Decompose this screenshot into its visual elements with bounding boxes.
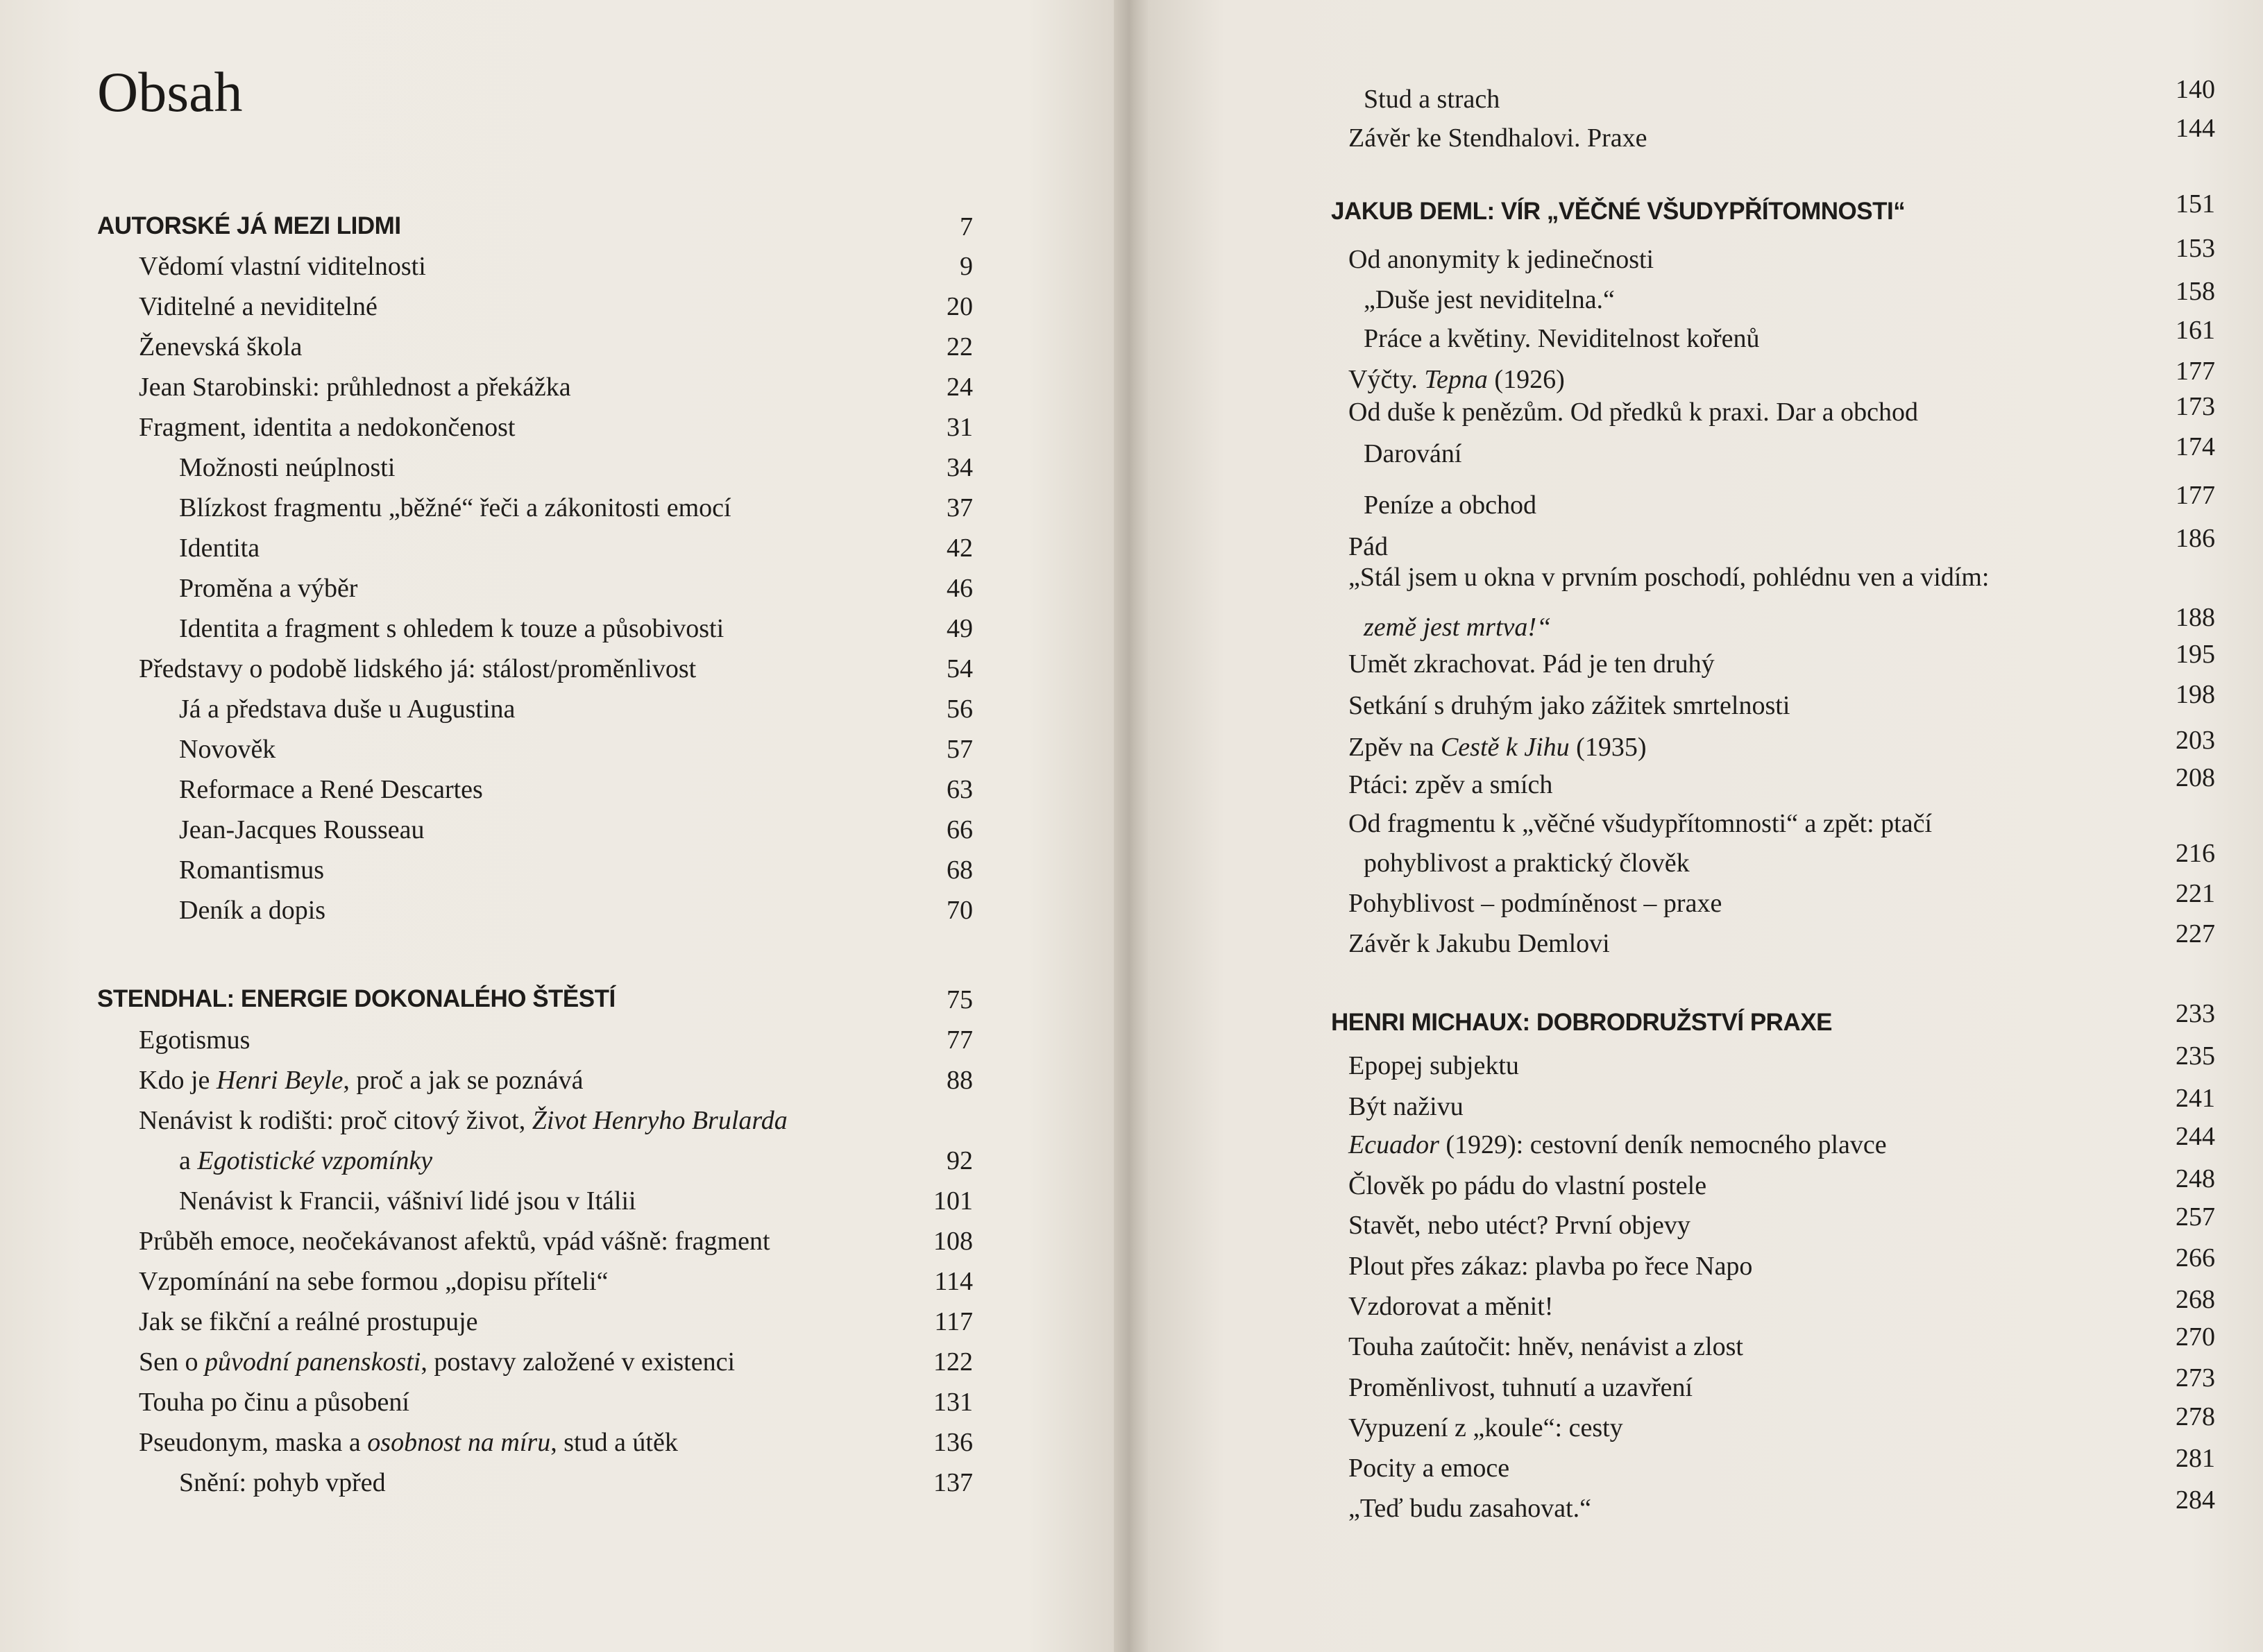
toc-entry xyxy=(1348,930,1610,957)
page-title: Obsah xyxy=(97,60,243,124)
toc-entry-text: Být naživu xyxy=(1348,1092,1464,1121)
toc-entry xyxy=(179,615,724,642)
toc-entry-text: Představy o podobě lidského já: stálost/proměnlivost xyxy=(139,654,697,683)
toc-page-number: 158 xyxy=(2176,277,2215,306)
toc-entry xyxy=(139,1228,770,1254)
left-page xyxy=(0,0,1114,1652)
toc-entry-text: Identita xyxy=(179,534,260,563)
toc-entry xyxy=(179,857,324,883)
toc-page-number: 186 xyxy=(2176,524,2215,553)
toc-entry-text: Viditelné a neviditelné xyxy=(139,292,378,321)
toc-entry-text: HENRI MICHAUX: DOBRODRUŽSTVÍ PRAXE xyxy=(1331,1009,1832,1036)
toc-entry xyxy=(139,334,302,360)
toc-entry-text: Ptáci: zpěv a smích xyxy=(1348,770,1553,799)
toc-entry xyxy=(1348,734,1646,760)
toc-entry-text: Deník a dopis xyxy=(179,896,326,925)
toc-entry-text: Peníze a obchod xyxy=(1364,491,1537,520)
toc-entry-text: STENDHAL: ENERGIE DOKONALÉHO ŠTĚSTÍ xyxy=(97,985,616,1012)
toc-entry-text: Snění: pohyb vpřed xyxy=(179,1468,386,1497)
toc-page-number: 31 xyxy=(947,413,973,442)
toc-entry xyxy=(139,374,571,400)
toc-entry xyxy=(1348,1173,1706,1199)
toc-entry xyxy=(179,817,425,843)
toc-entry xyxy=(139,1107,788,1134)
toc-page-number: 248 xyxy=(2176,1164,2215,1193)
toc-entry xyxy=(179,696,515,722)
toc-entry xyxy=(179,736,276,763)
toc-page-number: 114 xyxy=(934,1267,973,1296)
toc-page-number: 57 xyxy=(947,735,973,764)
toc-entry xyxy=(1348,1253,1752,1279)
toc-entry-text: Plout přes zákaz: plavba po řece Napo xyxy=(1348,1252,1753,1281)
toc-page-number: 140 xyxy=(2176,75,2215,104)
toc-page-number: 273 xyxy=(2176,1363,2215,1393)
toc-entry-text: a xyxy=(179,1146,198,1175)
toc-page-number: 34 xyxy=(947,453,973,482)
toc-entry xyxy=(139,1067,583,1093)
toc-entry-text: Reformace a René Descartes xyxy=(179,775,483,804)
toc-entry-text: Výčty. xyxy=(1348,365,1425,394)
toc-page-number: 22 xyxy=(947,332,973,361)
toc-page-number: 195 xyxy=(2176,640,2215,669)
toc-entry xyxy=(1348,1053,1519,1079)
toc-entry-text: „Stál jsem u okna v prvním poschodí, pohlédnu ven a vidím: xyxy=(1348,563,1990,592)
toc-page-number: 75 xyxy=(947,985,973,1014)
toc-page-number: 281 xyxy=(2176,1444,2215,1473)
toc-entry xyxy=(139,253,426,280)
toc-page-number: 284 xyxy=(2176,1485,2215,1515)
toc-entry-text: Kdo je xyxy=(139,1066,217,1095)
toc-entry xyxy=(1348,246,1654,273)
toc-entry-text: Jean-Jacques Rousseau xyxy=(179,815,425,844)
toc-entry xyxy=(139,1389,409,1415)
toc-entry xyxy=(1364,614,1551,640)
toc-entry-text: Od anonymity k jedinečnosti xyxy=(1348,245,1654,274)
toc-entry-text: Pohyblivost – podmíněnost – praxe xyxy=(1348,889,1722,918)
toc-entry xyxy=(179,495,731,521)
toc-page-number: 177 xyxy=(2176,481,2215,510)
toc-page-number: 144 xyxy=(2176,114,2215,143)
toc-entry xyxy=(179,535,260,561)
toc-entry xyxy=(179,454,395,481)
toc-page-number: 92 xyxy=(947,1146,973,1175)
toc-entry-text: „Teď budu zasahovat.“ xyxy=(1348,1494,1592,1523)
toc-entry-text: Ženevská škola xyxy=(139,332,303,361)
right-page xyxy=(1149,0,2263,1652)
toc-page-number: 151 xyxy=(2176,189,2215,219)
toc-entry xyxy=(1348,1495,1591,1522)
toc-page-number: 161 xyxy=(2176,316,2215,345)
toc-entry-text: Proměna a výběr xyxy=(179,574,358,603)
toc-left xyxy=(0,0,1114,1652)
toc-page-number: 188 xyxy=(2176,603,2215,632)
toc-entry xyxy=(1348,1212,1690,1238)
toc-entry-text: Závěr ke Stendhalovi. Praxe xyxy=(1348,124,1647,153)
toc-entry xyxy=(1348,1093,1464,1120)
toc-page-number: 49 xyxy=(947,614,973,643)
toc-entry-text: Egotismus xyxy=(139,1025,251,1055)
book-gutter xyxy=(1114,0,1149,1652)
toc-entry-text: Blízkost fragmentu „běžné“ řeči a zákonitosti emocí xyxy=(179,493,731,522)
toc-entry xyxy=(139,293,378,320)
toc-entry xyxy=(1348,890,1722,917)
toc-entry xyxy=(1348,534,1388,560)
toc-page-number: 131 xyxy=(933,1388,973,1417)
toc-entry-text: , postavy založené v existenci xyxy=(421,1347,736,1377)
toc-entry xyxy=(139,1268,608,1295)
toc-section-heading xyxy=(1331,199,1905,223)
toc-entry-text: Setkání s druhým jako zážitek smrtelnosti xyxy=(1348,691,1790,720)
toc-entry-text: (1935) xyxy=(1569,733,1647,762)
toc-page-number: 7 xyxy=(960,212,973,241)
toc-page-number: 216 xyxy=(2176,839,2215,868)
toc-entry-text: Vědomí vlastní viditelnosti xyxy=(139,252,426,281)
toc-page-number: 270 xyxy=(2176,1322,2215,1352)
toc-entry-text: původní panenskosti xyxy=(205,1347,421,1377)
toc-page-number: 268 xyxy=(2176,1285,2215,1314)
toc-entry-text: země jest mrtva!“ xyxy=(1364,613,1552,642)
toc-page-number: 101 xyxy=(933,1186,973,1216)
toc-entry-text: pohyblivost a praktický člověk xyxy=(1364,849,1690,878)
toc-page-number: 9 xyxy=(960,252,973,281)
toc-entry xyxy=(1348,399,1918,425)
toc-entry xyxy=(179,1188,636,1214)
toc-entry-text: Možnosti neúplnosti xyxy=(179,453,396,482)
toc-entry-text: Nenávist k Francii, vášniví lidé jsou v Itálii xyxy=(179,1186,636,1216)
toc-page-number: 66 xyxy=(947,815,973,844)
toc-page-number: 54 xyxy=(947,654,973,683)
toc-entry-text: „Duše jest neviditelna.“ xyxy=(1364,285,1615,314)
toc-entry xyxy=(1348,772,1552,798)
toc-page-number: 233 xyxy=(2176,999,2215,1028)
toc-entry-text: (1926) xyxy=(1487,365,1565,394)
toc-entry xyxy=(1348,1415,1623,1441)
toc-entry xyxy=(1348,366,1565,393)
toc-entry xyxy=(1364,287,1615,313)
toc-page-number: 173 xyxy=(2176,392,2215,421)
toc-page-number: 20 xyxy=(947,292,973,321)
toc-page-number: 68 xyxy=(947,855,973,885)
toc-entry-text: Identita a fragment s ohledem k touze a působivosti xyxy=(179,614,724,643)
toc-entry-text: Pocity a emoce xyxy=(1348,1454,1510,1483)
toc-entry-text: , stud a útěk xyxy=(550,1428,678,1457)
toc-entry-text: Henri Beyle xyxy=(216,1066,344,1095)
toc-page-number: 174 xyxy=(2176,432,2215,461)
toc-entry xyxy=(1348,1334,1743,1360)
toc-entry-text: Od duše k penězům. Od předků k praxi. Dar a obchod xyxy=(1348,398,1918,427)
toc-entry xyxy=(1364,850,1690,876)
toc-page-number: 235 xyxy=(2176,1041,2215,1071)
toc-entry-text: Já a představa duše u Augustina xyxy=(179,695,516,724)
toc-page-number: 257 xyxy=(2176,1202,2215,1232)
toc-page-number: 37 xyxy=(947,493,973,522)
toc-entry xyxy=(139,1349,735,1375)
toc-entry-text: Vzpomínání na sebe formou „dopisu příteli“ xyxy=(139,1267,609,1296)
toc-entry xyxy=(1348,810,1932,837)
toc-entry-text: Stavět, nebo utéct? První objevy xyxy=(1348,1211,1690,1240)
toc-entry-text: Jean Starobinski: průhlednost a překážka xyxy=(139,373,571,402)
toc-entry xyxy=(1364,86,1500,112)
toc-page-number: 88 xyxy=(947,1066,973,1095)
toc-page-number: 137 xyxy=(933,1468,973,1497)
toc-entry-text: Novověk xyxy=(179,735,276,764)
toc-entry xyxy=(179,1148,432,1174)
toc-page-number: 208 xyxy=(2176,763,2215,792)
toc-page-number: 46 xyxy=(947,574,973,603)
toc-page-number: 70 xyxy=(947,896,973,925)
toc-entry-text: Sen o xyxy=(139,1347,205,1377)
toc-entry-text: Práce a květiny. Neviditelnost kořenů xyxy=(1364,324,1760,353)
toc-entry-text: Pseudonym, maska a xyxy=(139,1428,368,1457)
toc-entry-text: Pád xyxy=(1348,532,1388,561)
toc-entry xyxy=(179,1470,386,1496)
toc-entry-text: Zpěv na xyxy=(1348,733,1441,762)
toc-page-number: 198 xyxy=(2176,680,2215,709)
toc-entry xyxy=(139,1027,250,1053)
toc-entry xyxy=(1348,1132,1887,1158)
toc-entry xyxy=(1364,441,1461,467)
toc-page-number: 278 xyxy=(2176,1402,2215,1431)
toc-page-number: 203 xyxy=(2176,726,2215,755)
toc-entry-text: AUTORSKÉ JÁ MEZI LIDMI xyxy=(97,212,401,239)
toc-entry-text: Touha zaútočit: hněv, nenávist a zlost xyxy=(1348,1332,1743,1361)
toc-entry-text: Darování xyxy=(1364,439,1462,468)
toc-entry xyxy=(179,575,357,602)
toc-page-number: 56 xyxy=(947,695,973,724)
toc-entry-text: Tepna xyxy=(1424,365,1488,394)
toc-page-number: 136 xyxy=(933,1428,973,1457)
toc-entry-text: Epopej subjektu xyxy=(1348,1051,1519,1080)
toc-entry-text: , proč a jak se poznává xyxy=(343,1066,584,1095)
toc-page-number: 63 xyxy=(947,775,973,804)
toc-section-heading xyxy=(97,214,401,238)
toc-entry-text: Stud a strach xyxy=(1364,85,1500,114)
toc-entry-text: Závěr k Jakubu Demlovi xyxy=(1348,929,1610,958)
toc-entry xyxy=(1348,125,1647,151)
toc-page-number: 227 xyxy=(2176,919,2215,948)
toc-page-number: 221 xyxy=(2176,879,2215,908)
toc-entry xyxy=(1348,1293,1553,1320)
toc-entry xyxy=(1348,692,1790,719)
toc-entry xyxy=(1348,1374,1693,1401)
toc-entry-text: Vzdorovat a měnit! xyxy=(1348,1292,1554,1321)
toc-page-number: 77 xyxy=(947,1025,973,1055)
toc-right xyxy=(1149,0,2263,1652)
toc-entry xyxy=(1364,325,1760,352)
toc-entry-text: Život Henryho Brularda xyxy=(532,1106,788,1135)
toc-entry xyxy=(139,656,696,682)
toc-entry xyxy=(179,776,483,803)
toc-entry-text: Umět zkrachovat. Pád je ten druhý xyxy=(1348,649,1715,679)
toc-entry xyxy=(139,1309,478,1335)
toc-entry-text: Proměnlivost, tuhnutí a uzavření xyxy=(1348,1373,1693,1402)
toc-page-number: 24 xyxy=(947,373,973,402)
toc-entry xyxy=(1364,492,1536,518)
toc-page-number: 241 xyxy=(2176,1084,2215,1113)
toc-entry-text: JAKUB DEML: VÍR „VĚČNÉ VŠUDYPŘÍTOMNOSTI“ xyxy=(1331,198,1906,225)
toc-page-number: 117 xyxy=(934,1307,973,1336)
toc-entry-text: Touha po činu a působení xyxy=(139,1388,409,1417)
toc-entry-text: Egotistické vzpomínky xyxy=(197,1146,433,1175)
toc-entry-text: (1929): cestovní deník nemocného plavce xyxy=(1439,1130,1887,1159)
toc-entry xyxy=(179,897,325,923)
toc-entry-text: Cestě k Jihu xyxy=(1440,733,1570,762)
toc-entry xyxy=(139,414,515,441)
toc-entry-text: Od fragmentu k „věčné všudypřítomnosti“ a zpět: ptačí xyxy=(1348,809,1933,838)
toc-entry-text: Jak se fikční a reálné prostupuje xyxy=(139,1307,478,1336)
toc-entry-text: Fragment, identita a nedokončenost xyxy=(139,413,516,442)
toc-page-number: 122 xyxy=(933,1347,973,1377)
toc-entry-text: Ecuador xyxy=(1348,1130,1439,1159)
toc-entry xyxy=(1348,651,1715,677)
toc-section-heading xyxy=(97,987,616,1011)
toc-page-number: 177 xyxy=(2176,357,2215,386)
toc-entry-text: Člověk po pádu do vlastní postele xyxy=(1348,1171,1707,1200)
toc-entry-text: osobnost na míru xyxy=(367,1428,551,1457)
toc-entry xyxy=(1348,1455,1509,1481)
toc-page-number: 266 xyxy=(2176,1243,2215,1272)
toc-entry xyxy=(1348,564,1990,590)
toc-entry-text: Vypuzení z „koule“: cesty xyxy=(1348,1413,1623,1442)
toc-section-heading xyxy=(1331,1010,1832,1034)
toc-entry xyxy=(139,1429,678,1456)
toc-entry-text: Romantismus xyxy=(179,855,325,885)
toc-entry-text: Průběh emoce, neočekávanost afektů, vpád vášně: fragment xyxy=(139,1227,770,1256)
toc-page-number: 153 xyxy=(2176,234,2215,263)
toc-page-number: 42 xyxy=(947,534,973,563)
toc-page-number: 108 xyxy=(933,1227,973,1256)
toc-entry-text: Nenávist k rodišti: proč citový život, xyxy=(139,1106,532,1135)
toc-page-number: 244 xyxy=(2176,1122,2215,1151)
